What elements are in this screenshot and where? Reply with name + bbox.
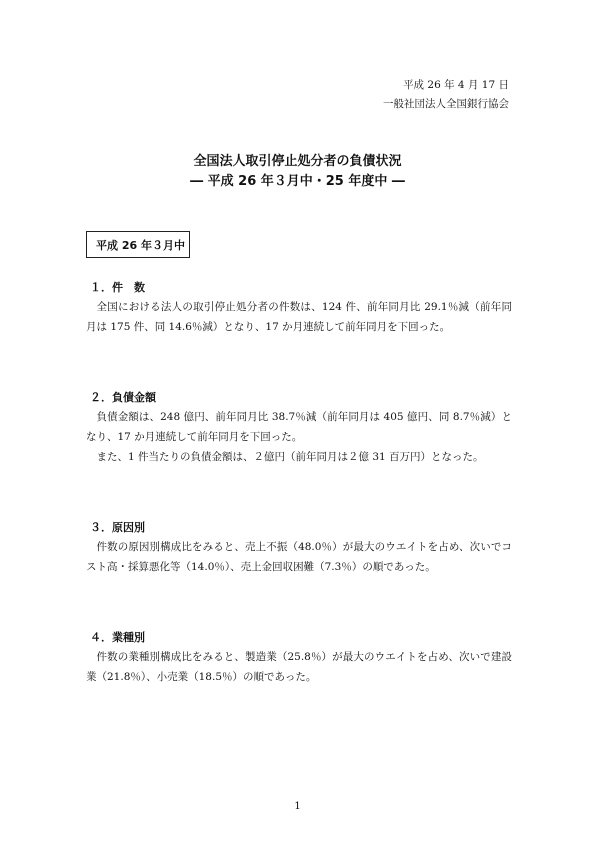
section-paragraph: 全国における法人の取引停止処分者の件数は、124 件、前年同月比 29.1％減（前年同月は 175 件、同 14.6％減）となり、17 か月連続して前年同月を下回った。 <box>86 301 512 333</box>
section-heading: ２．負債金額 <box>90 391 156 404</box>
section-debt-amount <box>86 389 512 467</box>
section-heading: １．件 数 <box>90 281 145 294</box>
section-paragraph: 件数の原因別構成比をみると、売上不振（48.0％）が最大のウエイトを占め、次いでコスト高・採算悪化等（14.0％）、売上金回収困難（7.3％）の順であった。 <box>86 541 512 573</box>
issuing-organization: 一般社団法人全国銀行協会 <box>383 98 509 110</box>
page-number: 1 <box>294 801 301 812</box>
issue-date: 平成 26 年 4 月 17 日 <box>403 79 509 91</box>
title-block <box>0 152 595 192</box>
section-paragraph: 件数の業種別構成比をみると、製造業（25.8％）が最大のウエイトを占め、次いで建設業（21.8％）、小売業（18.5％）の順であった。 <box>86 651 512 683</box>
section-heading: ４．業種別 <box>90 631 145 644</box>
section-by-cause <box>86 519 512 577</box>
section-count <box>86 279 512 337</box>
document-subtitle: ― 平成 26 年３月中・25 年度中 ― <box>190 174 405 189</box>
section-heading: ３．原因別 <box>90 521 145 534</box>
document-header <box>383 76 509 114</box>
period-label-box: 平成 26 年３月中 <box>86 231 190 258</box>
document-title: 全国法人取引停止処分者の負債状況 <box>193 154 402 169</box>
section-by-industry <box>86 629 512 687</box>
section-paragraph: また、1 件当たりの負債金額は、２億円（前年同月は２億 31 百万円）となった。 <box>96 451 484 463</box>
section-paragraph: 負債金額は、248 億円、前年同月比 38.7％減（前年同月は 405 億円、同 8.7％減）となり、17 か月連続して前年同月を下回った。 <box>86 411 512 443</box>
